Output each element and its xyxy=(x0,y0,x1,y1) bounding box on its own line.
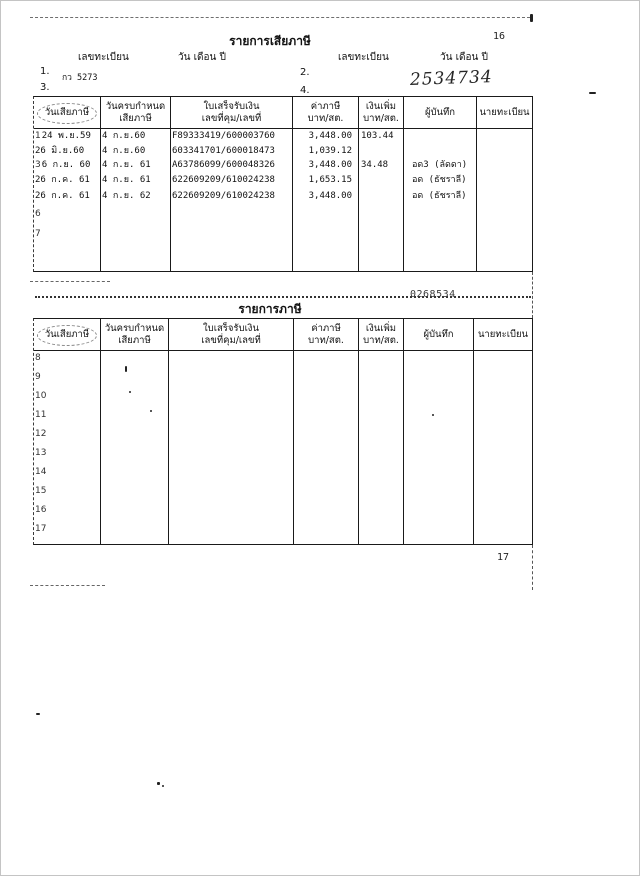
row-number: 3 xyxy=(35,160,41,170)
row-number: 16 xyxy=(35,505,47,515)
due-date-value: 4 ก.ย. 61 xyxy=(102,160,151,170)
bottom-page-number: 17 xyxy=(497,552,510,563)
column-header-tax xyxy=(293,319,358,350)
header-sublabel: เลขที่คุม/เลขที่ xyxy=(201,334,261,346)
paid-date-cell xyxy=(34,227,100,271)
row-number: 10 xyxy=(35,391,47,401)
due-date-value: 4 ก.ย.60 xyxy=(102,146,146,156)
tax-amount-cell xyxy=(293,503,358,522)
header-label: ใบเสร็จรับเงิน xyxy=(203,100,260,112)
paid-date-cell xyxy=(34,370,100,389)
paid-date-cell xyxy=(34,173,100,189)
table-row xyxy=(34,522,532,544)
date-label-left: วัน เดือน ปี xyxy=(178,52,226,63)
column-header-registrar xyxy=(473,319,532,350)
page-edge-dash xyxy=(532,272,533,318)
tax-amount-cell xyxy=(293,465,358,484)
registrar-cell xyxy=(476,227,532,271)
recorder-cell xyxy=(403,227,476,271)
paid-date-cell xyxy=(34,503,100,522)
tax-amount-cell xyxy=(293,484,358,503)
row-number: 6 xyxy=(35,209,41,219)
due-date-cell xyxy=(100,351,168,370)
registrar-cell xyxy=(476,189,532,207)
column-header-registrar xyxy=(476,97,532,128)
tax-amount-cell xyxy=(292,144,358,158)
recorder-cell xyxy=(403,129,476,144)
scan-speck xyxy=(589,92,596,94)
recorder-value: อด3 (ลัดดา) xyxy=(412,160,468,170)
recorder-value: อด (ธัชราลี) xyxy=(412,191,467,201)
paid-date-cell xyxy=(34,484,100,503)
plate-label-right: เลขทะเบียน xyxy=(338,52,389,63)
top-edge-dash xyxy=(30,17,530,18)
header-sublabel: เลขที่คุม/เลขที่ xyxy=(201,112,262,124)
row-number: 9 xyxy=(35,372,41,382)
header-label: ค่าภาษี xyxy=(311,322,341,334)
receipt-cell xyxy=(168,446,293,465)
row-number: 11 xyxy=(35,410,47,420)
paid-date-cell xyxy=(34,158,100,173)
tax-amount-value: 1,039.12 xyxy=(308,146,352,156)
tax-amount-cell xyxy=(293,351,358,370)
recorder-cell xyxy=(403,408,473,427)
header-sublabel: บาท/สต. xyxy=(307,112,344,124)
page-edge-dash xyxy=(532,545,533,590)
receipt-cell xyxy=(168,427,293,446)
paid-date-value: 26 มิ.ย.60 xyxy=(35,146,85,156)
due-date-cell xyxy=(100,370,168,389)
paid-date-cell xyxy=(34,408,100,427)
date-label-right: วัน เดือน ปี xyxy=(440,52,488,63)
receipt-cell xyxy=(170,144,292,158)
tax-amount-value: 3,448.00 xyxy=(308,160,352,170)
overprinted-number: 0268534 xyxy=(410,289,456,300)
paid-date-cell xyxy=(34,129,100,144)
tax-amount-cell xyxy=(293,522,358,544)
header-label: นายทะเบียน xyxy=(477,328,529,340)
header-label: วันเสียภาษี xyxy=(44,106,90,118)
due-date-cell xyxy=(100,227,170,271)
registrar-cell xyxy=(473,522,532,544)
surcharge-cell xyxy=(358,144,403,158)
surcharge-cell xyxy=(358,446,403,465)
scan-speck xyxy=(36,713,40,715)
header-sublabel: บาท/สต. xyxy=(363,334,399,346)
due-date-cell xyxy=(100,522,168,544)
surcharge-cell xyxy=(358,408,403,427)
receipt-value: A63786099/600048326 xyxy=(172,160,275,170)
registrar-cell xyxy=(473,351,532,370)
receipt-cell xyxy=(168,503,293,522)
scan-speck xyxy=(129,391,131,393)
receipt-cell xyxy=(168,351,293,370)
tax-amount-value: 3,448.00 xyxy=(308,131,352,141)
registrar-cell xyxy=(476,129,532,144)
table-row xyxy=(34,189,532,207)
paid-date-value: 24 พ.ย.59 xyxy=(41,131,91,141)
paid-date-value: 6 ก.ย. 60 xyxy=(41,160,91,170)
tax-amount-cell xyxy=(293,446,358,465)
header-sublabel: เสียภาษี xyxy=(118,334,151,346)
header-sublabel: เสียภาษี xyxy=(119,112,152,124)
scan-speck xyxy=(125,366,127,372)
scan-speck xyxy=(530,14,533,22)
surcharge-value: 103.44 xyxy=(361,131,394,141)
section2-title: รายการภาษี xyxy=(238,302,302,316)
column-header-paid-date xyxy=(34,97,100,128)
table-header xyxy=(34,97,532,129)
tax-amount-cell xyxy=(292,129,358,144)
table-header xyxy=(34,319,532,351)
surcharge-cell xyxy=(358,503,403,522)
due-date-cell xyxy=(100,446,168,465)
receipt-cell xyxy=(168,389,293,408)
registrar-cell xyxy=(473,370,532,389)
table-row xyxy=(34,173,532,189)
header-sublabel: บาท/สต. xyxy=(363,112,399,124)
registrar-cell xyxy=(473,389,532,408)
recorder-cell xyxy=(403,189,476,207)
surcharge-cell xyxy=(358,158,403,173)
tax-amount-cell xyxy=(292,173,358,189)
table-row xyxy=(34,129,532,144)
receipt-cell xyxy=(168,484,293,503)
paid-date-cell xyxy=(34,189,100,207)
tax-amount-cell xyxy=(293,427,358,446)
recorder-cell xyxy=(403,465,473,484)
header-label: ผู้บันทึก xyxy=(423,328,454,340)
registrar-cell xyxy=(473,503,532,522)
row-number: 14 xyxy=(35,467,47,477)
table-row xyxy=(34,465,532,484)
recorder-cell xyxy=(403,158,476,173)
header-label: วันครบกำหนด xyxy=(104,322,165,334)
row-number: 13 xyxy=(35,448,47,458)
column-header-paid-date xyxy=(34,319,100,350)
registrar-cell xyxy=(476,144,532,158)
column-header-recorder xyxy=(403,97,476,128)
surcharge-cell xyxy=(358,351,403,370)
recorder-cell xyxy=(403,522,473,544)
column-header-surcharge xyxy=(358,319,403,350)
scan-speck xyxy=(432,414,434,416)
due-date-value: 4 ก.ย. 61 xyxy=(102,175,151,185)
surcharge-cell xyxy=(358,389,403,408)
due-date-cell xyxy=(100,189,170,207)
paid-date-cell xyxy=(34,465,100,484)
recorder-cell xyxy=(403,207,476,227)
tax-amount-cell xyxy=(293,408,358,427)
registrar-cell xyxy=(476,158,532,173)
paid-date-cell xyxy=(34,144,100,158)
plate-number: กว 5273 xyxy=(62,73,98,83)
due-date-value: 4 ก.ย. 62 xyxy=(102,191,151,201)
recorder-cell xyxy=(403,144,476,158)
table-row xyxy=(34,351,532,370)
surcharge-cell xyxy=(358,522,403,544)
table-row xyxy=(34,389,532,408)
tax-record-table xyxy=(33,318,533,545)
due-date-cell xyxy=(100,389,168,408)
column-header-due-date xyxy=(100,319,168,350)
table-row xyxy=(34,370,532,389)
scan-speck xyxy=(150,410,152,412)
paid-date-value: 26 ก.ค. 61 xyxy=(35,175,90,185)
table-row xyxy=(34,484,532,503)
receipt-value: 622609209/610024238 xyxy=(172,191,275,201)
receipt-cell xyxy=(170,158,292,173)
column-header-receipt xyxy=(170,97,292,128)
row-number: 8 xyxy=(35,353,41,363)
due-date-cell xyxy=(100,129,170,144)
scan-artifact-oval xyxy=(37,103,97,124)
surcharge-value: 34.48 xyxy=(361,160,389,170)
registrar-cell xyxy=(473,427,532,446)
entry-number-3: 3. xyxy=(40,82,50,93)
header-label: เงินเพิ่ม xyxy=(365,322,397,334)
surcharge-cell xyxy=(358,173,403,189)
recorder-value: อด (ธัชราลี) xyxy=(412,175,467,185)
receipt-cell xyxy=(168,370,293,389)
receipt-cell xyxy=(168,465,293,484)
table-row xyxy=(34,207,532,227)
recorder-cell xyxy=(403,446,473,465)
header-label: วันครบกำหนด xyxy=(105,100,166,112)
recorder-cell xyxy=(403,427,473,446)
due-date-cell xyxy=(100,408,168,427)
tax-payment-table xyxy=(33,96,533,272)
registrar-cell xyxy=(476,173,532,189)
table-row xyxy=(34,446,532,465)
surcharge-cell xyxy=(358,484,403,503)
recorder-cell xyxy=(403,484,473,503)
paid-date-cell xyxy=(34,389,100,408)
table-row xyxy=(34,227,532,271)
page-edge-dash xyxy=(30,585,105,586)
receipt-cell xyxy=(170,189,292,207)
handwritten-number: 2534734 xyxy=(409,67,494,90)
surcharge-cell xyxy=(358,227,403,271)
surcharge-cell xyxy=(358,189,403,207)
tax-amount-cell xyxy=(293,370,358,389)
column-header-recorder xyxy=(403,319,473,350)
table-body xyxy=(34,129,532,271)
due-date-cell xyxy=(100,144,170,158)
section1-title: รายการเสียภาษี xyxy=(229,34,311,48)
registrar-cell xyxy=(473,446,532,465)
column-header-surcharge xyxy=(358,97,403,128)
recorder-cell xyxy=(403,351,473,370)
table-row xyxy=(34,427,532,446)
header-label: เงินเพิ่ม xyxy=(365,100,397,112)
column-header-receipt xyxy=(168,319,293,350)
due-date-cell xyxy=(100,207,170,227)
due-date-cell xyxy=(100,465,168,484)
receipt-value: 603341701/600018473 xyxy=(172,146,275,156)
entry-number-2: 2. xyxy=(300,67,310,78)
recorder-cell xyxy=(403,173,476,189)
receipt-value: 622609209/610024238 xyxy=(172,175,275,185)
registrar-cell xyxy=(473,465,532,484)
column-header-tax xyxy=(292,97,358,128)
entry-number-4: 4. xyxy=(300,85,310,96)
surcharge-cell xyxy=(358,207,403,227)
paid-date-cell xyxy=(34,522,100,544)
scan-speck xyxy=(157,782,160,785)
scan-artifact-oval xyxy=(37,325,97,346)
tax-amount-cell xyxy=(292,158,358,173)
column-header-due-date xyxy=(100,97,170,128)
surcharge-cell xyxy=(358,370,403,389)
due-date-cell xyxy=(100,503,168,522)
paid-date-value: 26 ก.ค. 61 xyxy=(35,191,90,201)
tax-amount-value: 1,653.15 xyxy=(308,175,352,185)
top-page-number: 16 xyxy=(493,31,506,42)
header-label: ใบเสร็จรับเงิน xyxy=(203,322,259,334)
due-date-value: 4 ก.ย.60 xyxy=(102,131,146,141)
recorder-cell xyxy=(403,503,473,522)
section-divider-dash xyxy=(30,281,110,282)
header-sublabel: บาท/สต. xyxy=(308,334,344,346)
table-row xyxy=(34,503,532,522)
tax-amount-cell xyxy=(292,207,358,227)
section-divider-dots xyxy=(35,296,531,298)
due-date-cell xyxy=(100,173,170,189)
tax-amount-value: 3,448.00 xyxy=(308,191,352,201)
plate-label-left: เลขทะเบียน xyxy=(78,52,129,63)
registrar-cell xyxy=(473,408,532,427)
tax-amount-cell xyxy=(293,389,358,408)
registrar-cell xyxy=(473,484,532,503)
row-number: 7 xyxy=(35,229,41,239)
due-date-cell xyxy=(100,484,168,503)
row-number: 1 xyxy=(35,131,41,141)
recorder-cell xyxy=(403,370,473,389)
receipt-cell xyxy=(170,173,292,189)
paid-date-cell xyxy=(34,427,100,446)
tax-amount-cell xyxy=(292,189,358,207)
surcharge-cell xyxy=(358,129,403,144)
receipt-cell xyxy=(168,522,293,544)
table-row xyxy=(34,144,532,158)
receipt-cell xyxy=(170,227,292,271)
recorder-cell xyxy=(403,389,473,408)
paid-date-cell xyxy=(34,446,100,465)
header-label: ผู้บันทึก xyxy=(424,106,456,118)
receipt-value: F89333419/600003760 xyxy=(172,131,275,141)
table-body xyxy=(34,351,532,544)
paid-date-cell xyxy=(34,351,100,370)
due-date-cell xyxy=(100,427,168,446)
surcharge-cell xyxy=(358,465,403,484)
header-label: วันเสียภาษี xyxy=(44,328,90,340)
header-label: ค่าภาษี xyxy=(310,100,341,112)
due-date-cell xyxy=(100,158,170,173)
registrar-cell xyxy=(476,207,532,227)
tax-amount-cell xyxy=(292,227,358,271)
table-row xyxy=(34,408,532,427)
row-number: 17 xyxy=(35,524,47,534)
table-row xyxy=(34,158,532,173)
row-number: 15 xyxy=(35,486,47,496)
paid-date-cell xyxy=(34,207,100,227)
receipt-cell xyxy=(170,129,292,144)
receipt-cell xyxy=(168,408,293,427)
header-label: นายทะเบียน xyxy=(479,106,530,118)
receipt-cell xyxy=(170,207,292,227)
entry-number-1: 1. xyxy=(40,66,50,77)
row-number: 12 xyxy=(35,429,47,439)
surcharge-cell xyxy=(358,427,403,446)
scan-speck xyxy=(162,785,164,787)
